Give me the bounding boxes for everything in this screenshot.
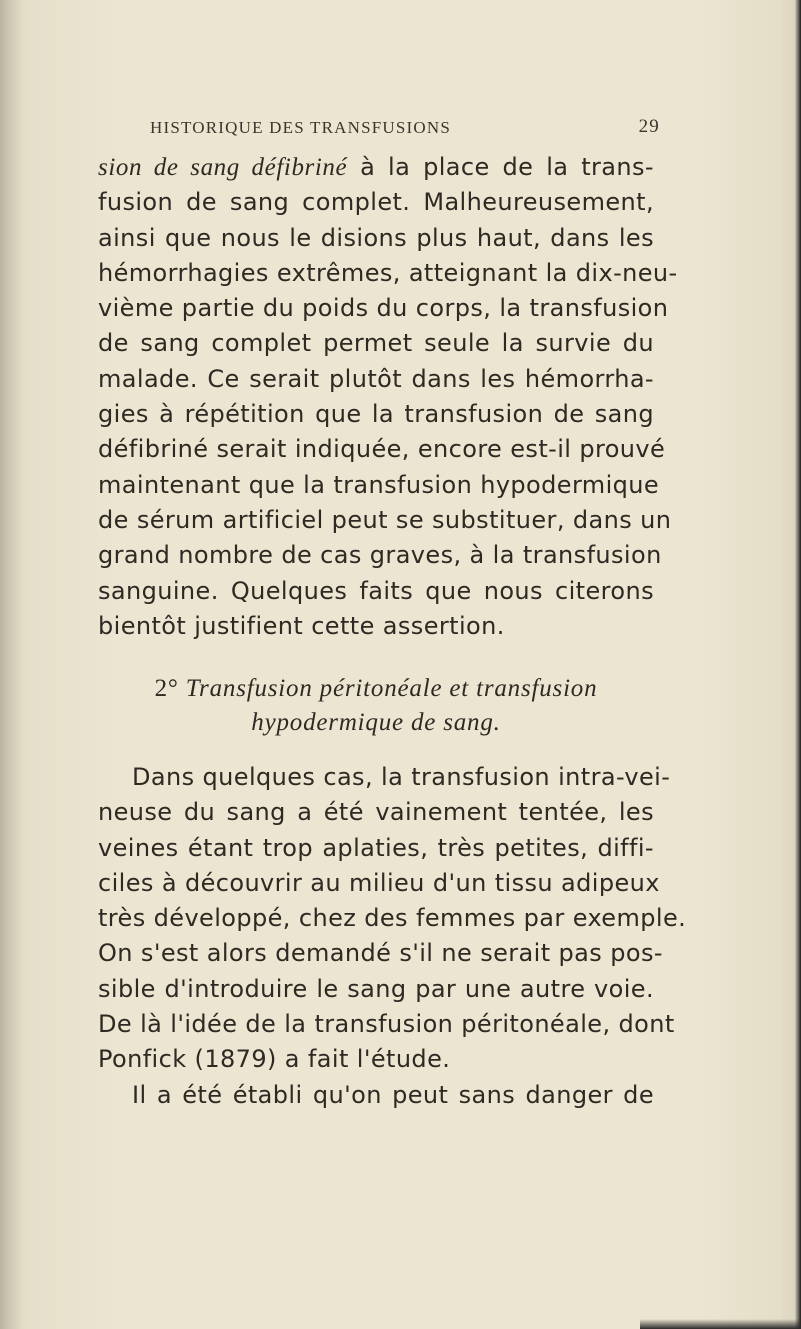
text-line: Il a été établi qu'on peut sans danger de	[132, 1080, 654, 1109]
paragraph-2	[98, 760, 687, 1113]
text-line: bientôt justifient cette assertion.	[98, 611, 505, 640]
text-line: ciles à découvrir au milieu d'un tissu adipeux	[98, 868, 660, 897]
text-line: veines étant trop aplaties, très petites, diffi-	[98, 833, 654, 862]
text-line: vième partie du poids du corps, la transfusion	[98, 294, 669, 323]
section-title-line-1: Transfusion péritonéale et transfusion	[185, 675, 598, 702]
text-line: de sérum artificiel peut se substituer, dans un	[98, 505, 672, 534]
page-number: 29	[638, 116, 660, 137]
paragraph-1	[98, 150, 678, 644]
italic-phrase: sion de sang défibriné	[98, 154, 348, 181]
text-line: De là l'idée de la transfusion péritonéale, dont	[98, 1010, 675, 1039]
text-line: hémorrhagies extrêmes, atteignant la dix-neu-	[98, 258, 678, 287]
text-line: gies à répétition que la transfusion de sang	[98, 400, 654, 429]
text-line: très développé, chez des femmes par exemple.	[98, 904, 687, 933]
text-line: grand nombre de cas graves, à la transfusion	[98, 541, 662, 570]
text-line: fusion de sang complet. Malheureusement,	[98, 188, 654, 217]
section-heading-line-1	[98, 672, 654, 706]
text-line: sible d'introduire le sang par une autre voie.	[98, 974, 654, 1003]
text-line	[98, 150, 654, 185]
text-line: de sang complet permet seule la survie du	[98, 329, 654, 358]
text-line: Ponfick (1879) a fait l'étude.	[98, 1045, 451, 1074]
page-gutter	[0, 0, 22, 1329]
page-edge-shadow	[795, 0, 801, 1329]
text-fragment: à la place de la trans-	[347, 153, 654, 181]
text-line: défibriné serait indiquée, encore est-il prouvé	[98, 435, 666, 464]
text-line: ainsi que nous le disions plus haut, dans les	[98, 223, 654, 252]
text-line: On s'est alors demandé s'il ne serait pas pos-	[98, 939, 663, 968]
text-line: neuse du sang a été vainement tentée, les	[98, 798, 654, 827]
section-heading	[98, 672, 654, 740]
text-line: maintenant que la transfusion hypodermique	[98, 470, 660, 499]
running-head-title: HISTORIQUE DES TRANSFUSIONS	[150, 118, 451, 137]
page-corner-shadow	[640, 1319, 801, 1329]
text-line: sanguine. Quelques faits que nous citerons	[98, 576, 654, 605]
text-line: malade. Ce serait plutôt dans les hémorrha-	[98, 364, 654, 393]
section-title-line-2: hypodermique de sang.	[251, 709, 501, 736]
section-number: 2°	[154, 675, 179, 702]
text-line: Dans quelques cas, la transfusion intra-vei-	[132, 763, 671, 791]
